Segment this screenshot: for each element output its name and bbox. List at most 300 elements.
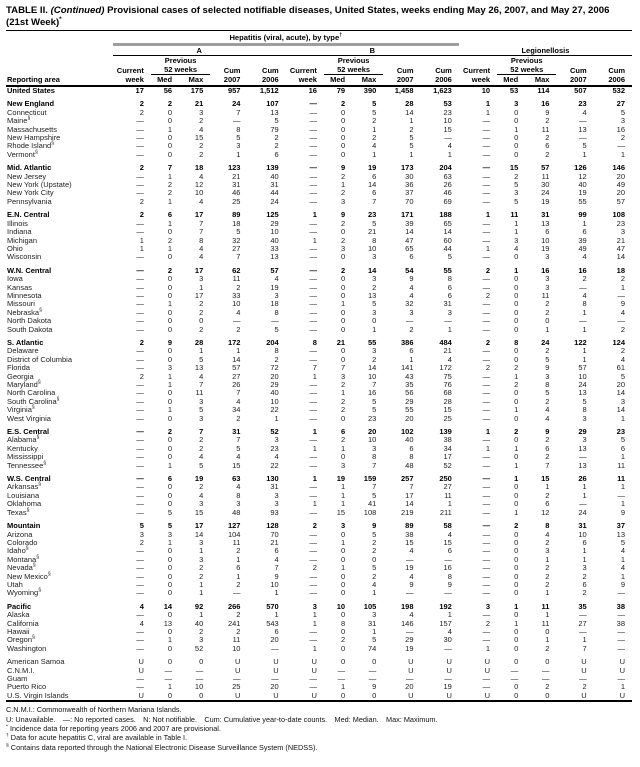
data-cell: 79: [336, 86, 346, 95]
data-cell: 29: [270, 380, 279, 389]
data-cell: 2: [274, 141, 279, 151]
data-cell: 4: [545, 413, 550, 423]
row-footnote-marker: §: [47, 571, 51, 578]
data-cell: 2: [514, 380, 519, 389]
data-cell: 1: [582, 554, 587, 564]
data-cell: —: [368, 674, 377, 683]
table-row: [6, 356, 632, 364]
data-cell: —: [136, 482, 144, 492]
data-cell: —: [309, 588, 317, 598]
row-label: E.N. Central: [7, 210, 50, 220]
data-cell: 2: [409, 124, 414, 134]
data-cell: —: [444, 554, 452, 564]
data-cell: 31: [270, 180, 279, 190]
data-cell: —: [164, 665, 173, 675]
data-cell: —: [406, 588, 414, 598]
data-cell: 13: [578, 460, 587, 470]
data-cell: 2: [545, 571, 550, 581]
data-cell: 1: [312, 643, 317, 653]
data-cell: —: [309, 265, 317, 275]
data-cell: —: [136, 299, 144, 309]
data-cell: 0: [340, 124, 346, 134]
data-cell: —: [579, 452, 587, 462]
data-cell: 2: [167, 99, 173, 109]
data-cell: 5: [514, 196, 519, 206]
data-cell: —: [482, 227, 491, 237]
data-cell: 1: [514, 474, 519, 484]
data-cell: 5: [620, 537, 625, 547]
data-cell: 13: [541, 218, 550, 228]
row-label: Guam: [7, 674, 28, 683]
table-row: [6, 117, 632, 125]
data-cell: 15: [443, 405, 452, 415]
data-cell: 13: [194, 363, 204, 373]
data-cell: 2: [545, 682, 550, 692]
data-cell: 2: [199, 626, 204, 636]
data-cell: —: [136, 141, 144, 151]
data-cell: 1: [545, 482, 550, 492]
data-cell: 43: [405, 371, 414, 381]
data-cell: 61: [616, 363, 625, 373]
header-52weeks-l: 52 weeks: [497, 65, 556, 75]
row-footnote-marker: §: [56, 396, 60, 403]
data-cell: 4: [199, 196, 204, 206]
data-cell: 2: [545, 307, 550, 317]
data-cell: —: [482, 149, 491, 159]
row-footnote-marker: §: [36, 554, 40, 561]
data-cell: 1: [312, 210, 317, 220]
data-cell: 1: [372, 588, 377, 598]
data-cell: U: [408, 690, 414, 700]
data-cell: —: [309, 571, 317, 581]
data-cell: 1: [514, 371, 519, 381]
data-cell: 0: [514, 588, 519, 598]
data-cell: 4: [409, 282, 414, 292]
table-row: [6, 398, 632, 406]
data-cell: 5: [236, 443, 241, 453]
data-cell: 54: [405, 265, 414, 275]
data-cell: 38: [443, 435, 452, 445]
data-cell: —: [309, 252, 317, 262]
data-cell: 74: [367, 643, 377, 653]
data-cell: —: [136, 188, 144, 198]
row-label: Pennsylvania: [7, 196, 52, 206]
data-cell: 11: [541, 124, 550, 134]
data-cell: 4: [447, 529, 452, 539]
data-cell: 15: [232, 460, 241, 470]
data-cell: 11: [510, 210, 519, 220]
row-label: Wyoming§: [7, 587, 42, 598]
data-cell: —: [309, 316, 317, 326]
data-cell: 4: [372, 141, 377, 151]
table-row: [6, 645, 632, 653]
row-label: Georgia: [7, 371, 34, 381]
data-cell: 1: [372, 149, 377, 159]
row-footnote-marker: §: [38, 481, 42, 488]
data-cell: 0: [514, 529, 519, 539]
data-cell: 1: [514, 460, 519, 470]
data-cell: 7: [236, 107, 241, 117]
data-cell: —: [579, 116, 587, 126]
data-cell: —: [617, 588, 625, 598]
data-cell: 30: [405, 171, 414, 181]
data-cell: 3: [372, 307, 377, 317]
data-cell: 4: [545, 405, 550, 415]
data-cell: 7: [372, 482, 377, 492]
data-cell: —: [617, 141, 625, 151]
data-cell: 9: [545, 107, 550, 117]
data-cell: —: [482, 346, 491, 356]
data-cell: 10: [367, 243, 377, 253]
header-week-l: week: [459, 75, 497, 87]
data-cell: —: [482, 413, 491, 423]
data-cell: 1: [312, 474, 317, 484]
data-cell: 7: [236, 435, 241, 445]
data-cell: 1: [312, 499, 317, 509]
data-cell: —: [617, 290, 625, 300]
data-cell: U: [311, 665, 317, 675]
data-cell: U: [581, 657, 587, 667]
data-cell: 0: [514, 482, 519, 492]
data-cell: 25: [232, 682, 241, 692]
data-cell: —: [136, 610, 144, 620]
data-cell: 0: [167, 626, 173, 636]
data-cell: 8: [236, 490, 241, 500]
data-cell: 13: [270, 107, 279, 117]
data-cell: 192: [439, 601, 452, 611]
data-cell: 0: [167, 290, 173, 300]
data-cell: 0: [514, 316, 519, 326]
data-cell: —: [309, 635, 317, 645]
data-cell: —: [309, 579, 317, 589]
data-cell: 0: [340, 133, 346, 143]
data-cell: 9: [409, 579, 414, 589]
data-cell: 48: [232, 507, 241, 517]
data-cell: —: [136, 149, 144, 159]
data-cell: 7: [372, 380, 377, 389]
data-cell: 0: [514, 396, 519, 406]
data-cell: —: [579, 499, 587, 509]
data-cell: 26: [443, 180, 452, 190]
data-cell: 5: [372, 563, 377, 573]
row-label: South Carolina§: [7, 396, 60, 406]
data-cell: 4: [236, 307, 241, 317]
data-cell: —: [309, 554, 317, 564]
data-cell: 10: [194, 188, 204, 198]
data-cell: 0: [514, 490, 519, 500]
table-row: [6, 173, 632, 181]
data-cell: 0: [340, 571, 346, 581]
data-cell: 1: [312, 427, 317, 437]
header-med-b: Med: [324, 75, 352, 87]
data-cell: 0: [167, 346, 173, 356]
data-cell: 6: [447, 290, 452, 300]
data-cell: —: [482, 299, 491, 309]
data-cell: 3: [274, 290, 279, 300]
data-cell: 124: [612, 337, 625, 347]
table-row: [6, 86, 632, 95]
data-cell: —: [482, 324, 491, 334]
table-row: [6, 198, 632, 206]
data-cell: —: [482, 371, 491, 381]
data-cell: 47: [405, 235, 414, 245]
data-cell: —: [406, 626, 414, 636]
data-cell: 1: [514, 443, 519, 453]
data-cell: 2: [139, 337, 144, 347]
header-group-legionellosis: Legionellosis: [459, 45, 632, 56]
data-cell: —: [309, 682, 317, 692]
data-cell: 2: [236, 610, 241, 620]
data-cell: 55: [578, 196, 587, 206]
data-cell: 57: [616, 196, 625, 206]
row-label: Colorado: [7, 537, 38, 547]
data-cell: 5: [199, 354, 204, 364]
data-cell: 23: [616, 427, 625, 437]
data-cell: —: [309, 413, 317, 423]
data-cell: 7: [409, 482, 414, 492]
data-cell: 3: [199, 554, 204, 564]
data-cell: —: [136, 635, 144, 645]
table-row: [6, 159, 632, 172]
header-52weeks-a: 52 weeks: [151, 65, 210, 75]
row-label: Mountain: [7, 521, 41, 531]
data-cell: 7: [274, 563, 279, 573]
data-cell: U: [446, 665, 452, 675]
data-cell: 8: [312, 337, 317, 347]
data-cell: 2: [340, 405, 346, 415]
row-label: C.N.M.I.: [7, 665, 35, 675]
data-cell: 1: [485, 443, 491, 453]
data-cell: 0: [514, 499, 519, 509]
data-cell: —: [444, 588, 452, 598]
data-cell: 1: [199, 579, 204, 589]
data-cell: 0: [514, 452, 519, 462]
data-cell: —: [309, 674, 317, 683]
data-cell: —: [136, 290, 144, 300]
data-cell: 3: [545, 546, 550, 556]
data-cell: —: [195, 665, 204, 675]
data-cell: 198: [401, 601, 414, 611]
header-med-l: Med: [497, 75, 525, 87]
header-spacer: [421, 56, 459, 66]
data-cell: 570: [266, 601, 279, 611]
data-cell: 8: [447, 274, 452, 284]
data-cell: 2: [340, 218, 346, 228]
table-row: [6, 509, 632, 517]
data-cell: —: [482, 133, 491, 143]
row-label: Ohio: [7, 243, 23, 253]
data-cell: 19: [578, 188, 587, 198]
data-cell: 9: [620, 507, 625, 517]
table-row: [6, 126, 632, 134]
row-footnote-marker: §: [32, 634, 35, 641]
header-spacer: [383, 56, 420, 66]
data-cell: 204: [439, 163, 452, 173]
data-cell: 1: [236, 346, 241, 356]
data-cell: 7: [236, 252, 241, 262]
data-cell: U: [408, 657, 414, 667]
data-cell: 4: [199, 124, 204, 134]
data-cell: 2: [236, 579, 241, 589]
data-cell: 1: [582, 307, 587, 317]
header-cum-b-2006: Cum: [435, 65, 452, 75]
row-label: New York City: [7, 188, 54, 198]
header-med-a: Med: [151, 75, 179, 87]
data-cell: 24: [270, 196, 279, 206]
data-cell: 18: [232, 218, 241, 228]
data-cell: 15: [336, 507, 346, 517]
data-cell: 1: [582, 354, 587, 364]
data-cell: 8: [545, 521, 550, 531]
data-cell: 0: [167, 546, 173, 556]
data-cell: 1: [620, 282, 625, 292]
data-cell: 2: [199, 141, 204, 151]
data-cell: 5: [620, 435, 625, 445]
data-cell: —: [309, 133, 317, 143]
data-cell: 4: [236, 396, 241, 406]
header-max-l: Max: [525, 75, 556, 87]
data-cell: 0: [514, 307, 519, 317]
data-cell: —: [136, 218, 144, 228]
data-cell: 2: [514, 363, 519, 373]
data-cell: 1: [447, 610, 452, 620]
data-cell: —: [482, 546, 491, 556]
data-cell: 1: [167, 218, 173, 228]
data-cell: 2: [236, 546, 241, 556]
table-row: [6, 470, 632, 483]
data-cell: 5: [167, 507, 173, 517]
data-cell: —: [482, 274, 491, 284]
data-cell: 89: [232, 210, 241, 220]
data-cell: 6: [167, 210, 173, 220]
data-cell: —: [406, 554, 414, 564]
data-cell: —: [482, 435, 491, 445]
data-cell: 32: [405, 299, 414, 309]
table-row: [6, 462, 632, 470]
data-cell: 16: [541, 99, 550, 109]
data-cell: —: [309, 196, 317, 206]
row-label: New Mexico§: [7, 571, 51, 581]
data-cell: 1: [514, 601, 519, 611]
data-cell: 2: [545, 435, 550, 445]
table-row: [6, 228, 632, 236]
data-cell: —: [579, 316, 587, 326]
table-row: [6, 142, 632, 150]
data-cell: —: [136, 180, 144, 190]
data-cell: 4: [199, 252, 204, 262]
data-cell: —: [136, 380, 144, 389]
data-cell: 7: [167, 163, 173, 173]
data-cell: 1: [485, 107, 491, 117]
data-cell: 2: [485, 290, 491, 300]
data-cell: 5: [372, 405, 377, 415]
data-cell: 241: [227, 618, 241, 628]
data-cell: 4: [409, 571, 414, 581]
data-cell: —: [482, 588, 491, 598]
row-label: Connecticut: [7, 107, 47, 117]
data-cell: 4: [199, 371, 204, 381]
table-row: [6, 381, 632, 389]
data-cell: 0: [514, 290, 519, 300]
data-cell: —: [309, 482, 317, 492]
data-cell: 0: [545, 657, 550, 667]
data-cell: 9: [274, 571, 279, 581]
data-cell: 1: [582, 149, 587, 159]
data-cell: —: [232, 674, 241, 683]
table-row: [6, 581, 632, 589]
data-cell: 19: [541, 243, 550, 253]
row-label: Delaware: [7, 346, 39, 356]
table-row: [6, 300, 632, 308]
data-cell: 5: [409, 133, 414, 143]
data-cell: 1: [340, 482, 346, 492]
data-cell: 14: [616, 252, 625, 262]
data-cell: 1: [485, 210, 491, 220]
row-label: Idaho§: [7, 545, 29, 556]
data-cell: 5: [274, 324, 279, 334]
data-cell: 11: [541, 290, 550, 300]
data-cell: 24: [541, 188, 550, 198]
data-cell: —: [136, 571, 144, 581]
data-cell: 0: [514, 537, 519, 547]
data-cell: 92: [194, 601, 204, 611]
table-row: [6, 334, 632, 347]
data-cell: 0: [514, 282, 519, 292]
data-cell: 0: [545, 626, 550, 636]
data-cell: 0: [340, 529, 346, 539]
data-cell: 9: [372, 682, 377, 692]
data-cell: 8: [372, 452, 377, 462]
data-cell: —: [482, 354, 491, 364]
data-cell: 14: [405, 227, 414, 237]
data-cell: —: [482, 537, 491, 547]
data-cell: 3: [199, 274, 204, 284]
data-cell: —: [136, 443, 144, 453]
data-cell: —: [617, 610, 625, 620]
data-cell: U: [446, 657, 452, 667]
data-cell: 20: [616, 380, 625, 389]
data-cell: 1: [199, 588, 204, 598]
data-cell: 6: [620, 443, 625, 453]
data-cell: 2: [340, 171, 346, 181]
data-cell: 24: [578, 507, 587, 517]
data-cell: U: [235, 657, 241, 667]
data-cell: 3: [139, 529, 144, 539]
data-cell: 56: [163, 86, 173, 95]
data-cell: 2: [485, 337, 491, 347]
data-cell: 1: [167, 171, 173, 181]
data-cell: —: [482, 499, 491, 509]
data-cell: 1: [514, 227, 519, 237]
data-cell: 6: [167, 474, 173, 484]
data-cell: 5: [447, 252, 452, 262]
data-cell: —: [482, 521, 491, 531]
data-cell: 10: [443, 116, 452, 126]
row-label: Pacific: [7, 601, 32, 611]
row-label: Texas§: [7, 507, 30, 517]
data-cell: 0: [514, 546, 519, 556]
data-cell: 2: [514, 521, 519, 531]
data-cell: 8: [447, 571, 452, 581]
table-row: [6, 134, 632, 142]
data-cell: U: [138, 665, 144, 675]
data-cell: 10: [578, 371, 587, 381]
data-cell: 12: [541, 507, 550, 517]
data-cell: 4: [199, 243, 204, 253]
table-row: [6, 598, 632, 611]
data-cell: 55: [405, 405, 414, 415]
data-cell: 4: [514, 243, 519, 253]
